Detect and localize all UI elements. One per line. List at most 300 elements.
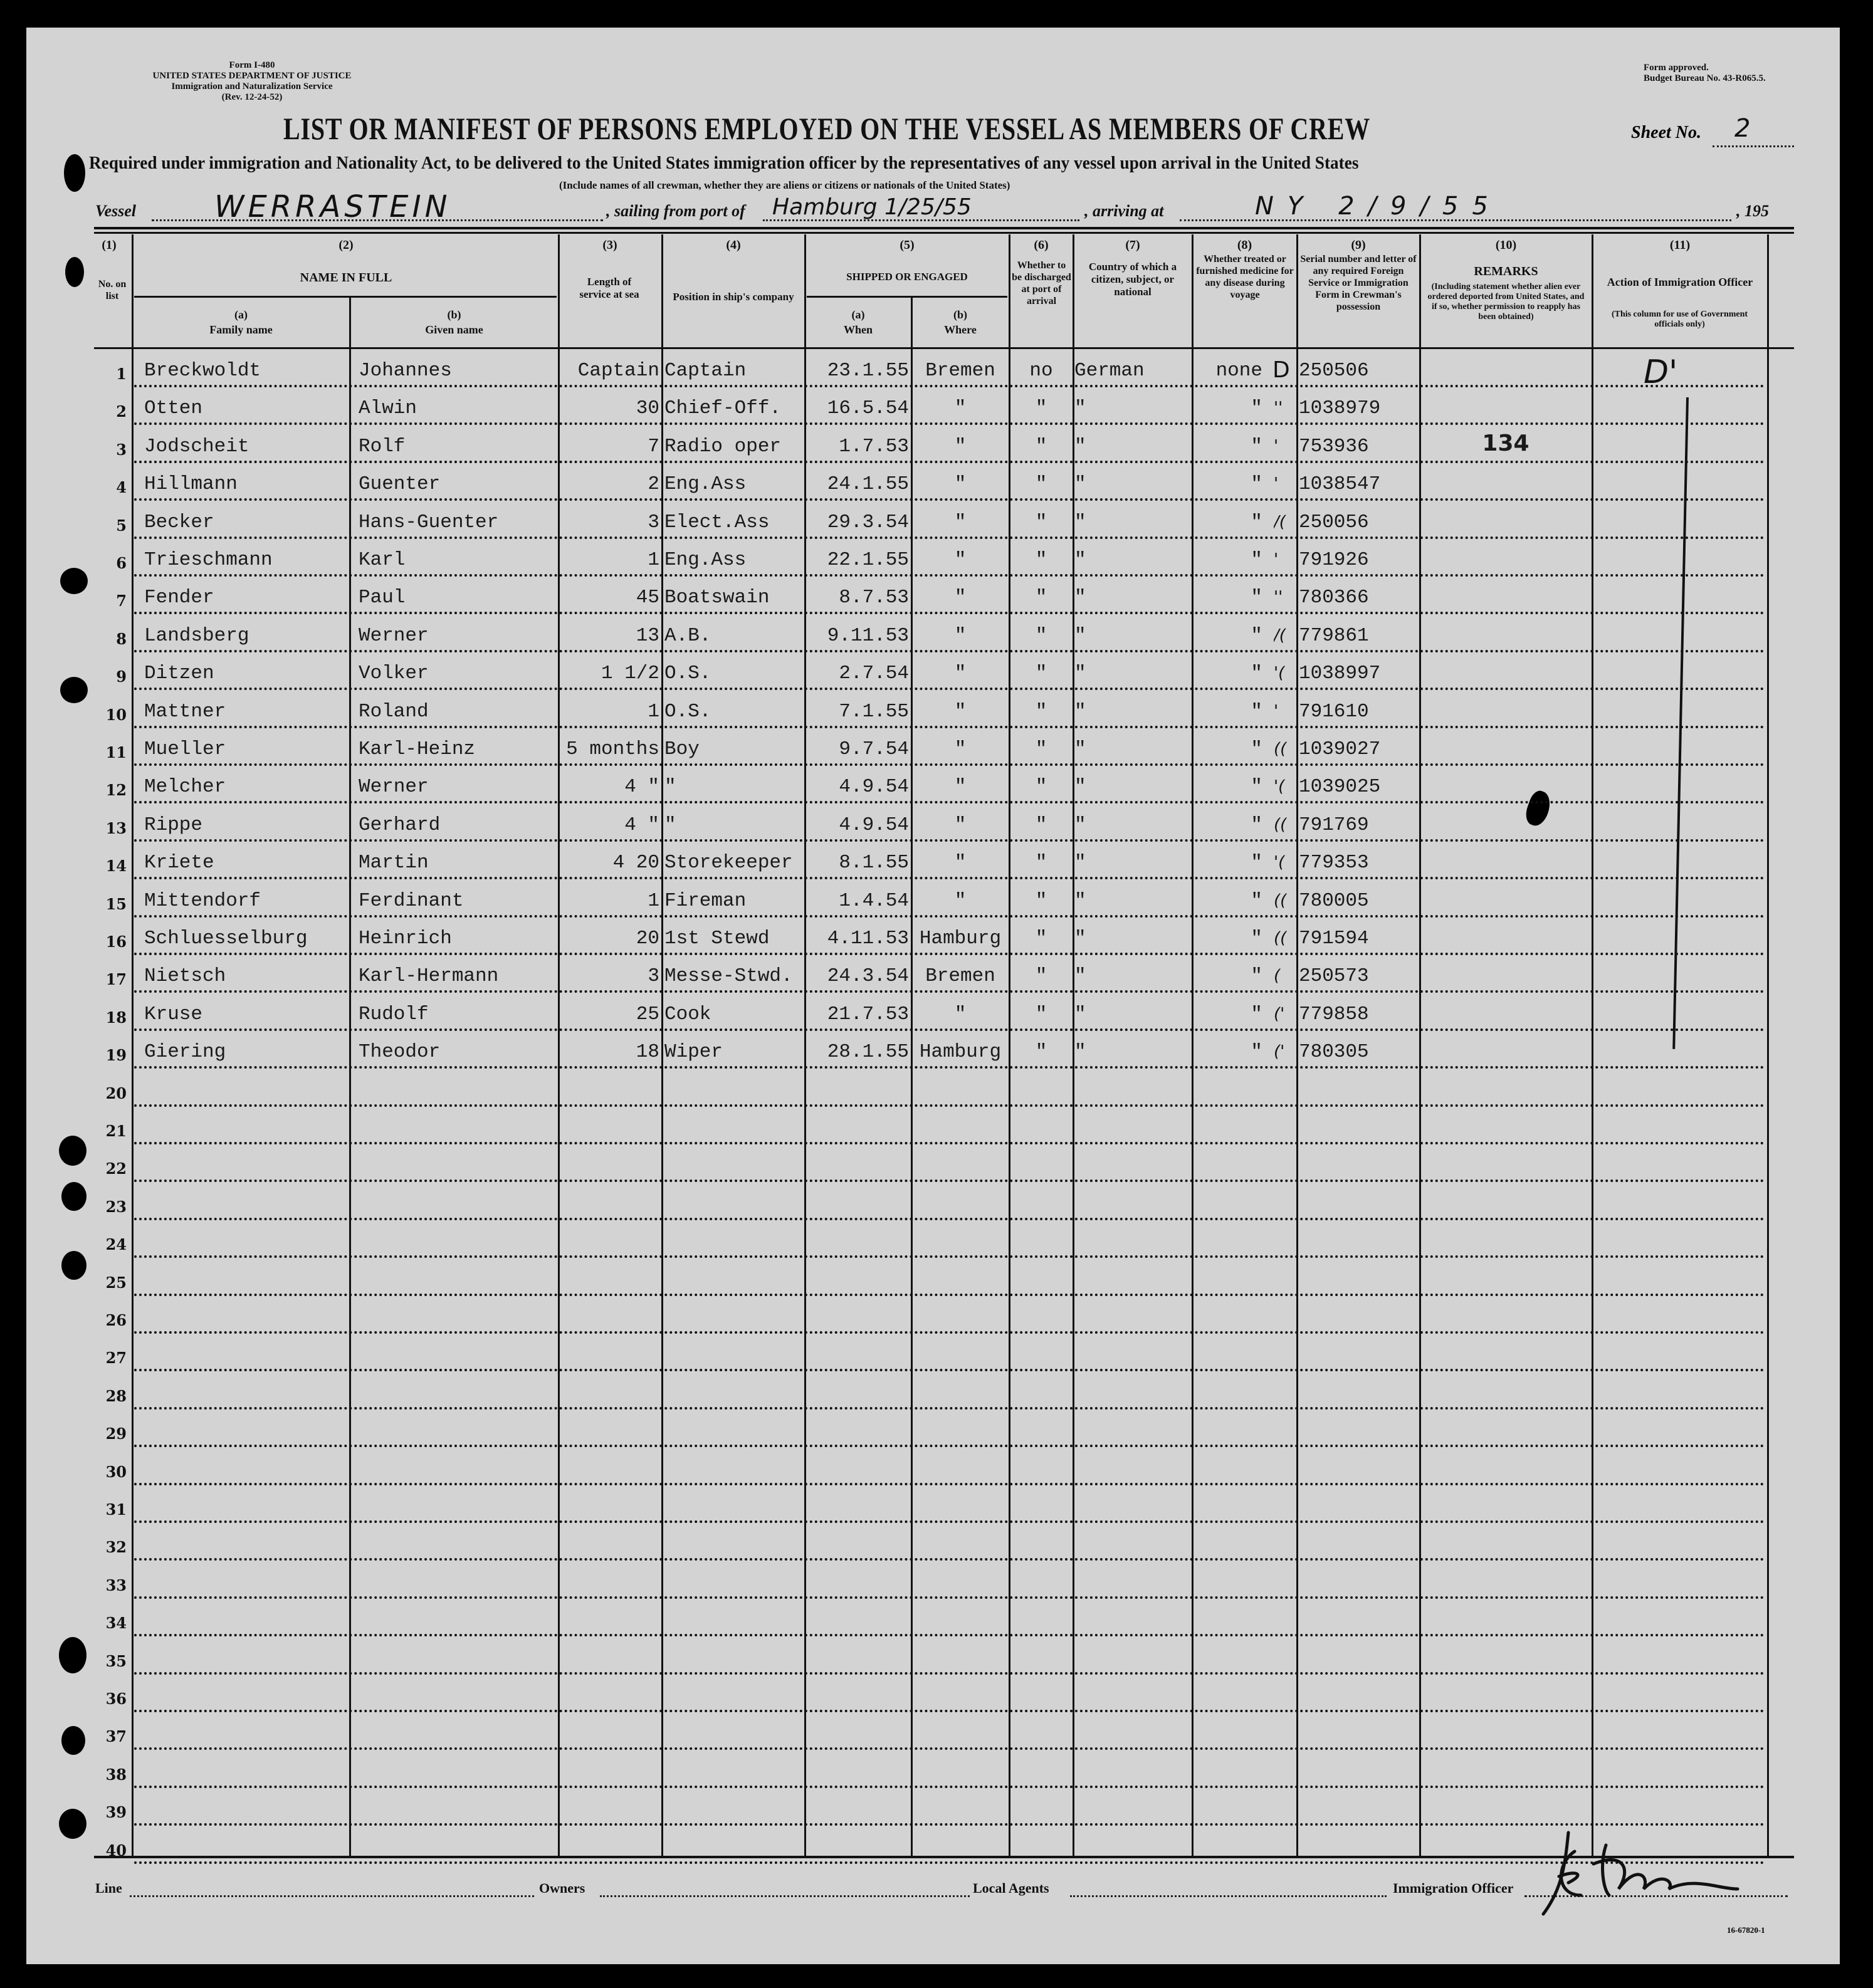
shipped-when: 23.1.55 <box>827 360 909 382</box>
country-citizenship: " <box>1074 738 1086 760</box>
country-citizenship: " <box>1074 397 1086 420</box>
position: Fireman <box>664 889 747 912</box>
position: Eng.Ass <box>664 473 747 496</box>
row-separator <box>134 990 1765 993</box>
row-separator <box>134 612 1765 614</box>
local-agents-field <box>1070 1895 1387 1897</box>
discharge-at-port: " <box>1035 473 1047 496</box>
medicine-treated: " <box>1251 662 1262 685</box>
position: Storekeeper <box>664 852 793 874</box>
position: 1st Stewd <box>664 928 770 950</box>
serial-number: 779353 <box>1299 852 1369 874</box>
length-of-service: Captain <box>577 360 659 382</box>
col-5a-label: When <box>843 323 873 336</box>
row-separator <box>134 1028 1765 1031</box>
family-name: Kruse <box>144 1003 203 1025</box>
length-of-service: 25 <box>636 1003 659 1025</box>
medicine-treated: " <box>1251 852 1262 874</box>
row-separator <box>134 1294 1765 1296</box>
shipped-when: 4.11.53 <box>827 928 909 950</box>
medicine-tick-mark: /( <box>1274 625 1286 645</box>
serial-number: 780366 <box>1299 587 1369 609</box>
country-citizenship: " <box>1074 852 1086 874</box>
col-2-number: (2) <box>338 238 354 252</box>
length-of-service: 30 <box>636 397 659 420</box>
given-name: Rudolf <box>359 1003 429 1025</box>
row-number: 19 <box>105 1046 127 1065</box>
row-separator <box>134 726 1765 728</box>
line-label: Line <box>95 1880 122 1896</box>
given-name: Heinrich <box>359 928 452 950</box>
row-number: 36 <box>105 1690 127 1708</box>
row-separator <box>134 1558 1765 1561</box>
col-2b-label: Given name <box>425 323 483 336</box>
row-separator <box>134 650 1765 652</box>
family-name: Landsberg <box>144 624 249 647</box>
shipped-when: 4.9.54 <box>839 776 909 798</box>
country-citizenship: " <box>1074 1041 1086 1064</box>
arriving-label: , arriving at <box>1084 202 1164 220</box>
row-separator <box>134 1407 1765 1410</box>
given-name: Karl <box>359 549 406 571</box>
row-number: 37 <box>105 1727 127 1746</box>
row-number: 22 <box>105 1159 127 1178</box>
position: Messe-Stwd. <box>664 965 793 988</box>
family-name: Kriete <box>144 852 214 874</box>
approval-block <box>1644 63 1766 84</box>
discharge-at-port: " <box>1035 549 1047 571</box>
row-separator <box>134 953 1765 955</box>
col-4-label: Position in ship's company <box>673 291 794 303</box>
col-1-number: (1) <box>102 238 117 252</box>
row-separator <box>134 1104 1765 1107</box>
officer-action-initials: D' <box>1644 353 1678 391</box>
col-3-number: (3) <box>602 238 617 252</box>
shipped-where: " <box>954 1003 967 1025</box>
medicine-tick-mark: (( <box>1274 815 1287 834</box>
col-7-label: Country of which a citizen, subject, or national <box>1088 261 1177 298</box>
medicine-initial-mark: D <box>1272 357 1290 383</box>
shipped-where: " <box>954 435 967 458</box>
shipped-where: " <box>954 700 967 723</box>
shipped-where: " <box>954 511 967 533</box>
punch-hole <box>65 257 84 287</box>
shipped-where: " <box>954 587 967 609</box>
family-name: Jodscheit <box>144 435 249 458</box>
row-number: 25 <box>105 1273 127 1292</box>
shipped-where: " <box>954 624 967 647</box>
shipped-where: " <box>954 397 967 420</box>
shipped-when: 22.1.55 <box>827 549 909 571</box>
agency-name: UNITED STATES DEPARTMENT OF JUSTICE <box>152 71 352 81</box>
shipped-when: 9.7.54 <box>839 738 909 760</box>
row-separator <box>134 1218 1765 1220</box>
family-name: Fender <box>144 587 214 609</box>
row-separator <box>134 422 1765 425</box>
row-separator <box>134 1520 1765 1523</box>
discharge-at-port: " <box>1035 852 1047 874</box>
line-field <box>130 1895 534 1897</box>
vessel-name: WERRASTEIN <box>214 189 451 224</box>
medicine-tick-mark: (( <box>1274 740 1287 758</box>
medicine-tick-mark: ( <box>1274 966 1281 986</box>
serial-number: 779861 <box>1299 624 1369 647</box>
serial-number: 791769 <box>1299 814 1369 836</box>
row-number: 9 <box>116 667 127 686</box>
serial-number: 779858 <box>1299 1003 1369 1025</box>
length-of-service: 4 " <box>624 814 659 836</box>
punch-hole <box>59 1809 87 1839</box>
requirement-text: Required under immigration and Nationality Act, to be delivered to the United States immigration officer by the representatives of any vessel upon arrival in the United States <box>89 153 1359 173</box>
shipped-when: 8.7.53 <box>839 587 909 609</box>
length-of-service: 18 <box>636 1041 659 1064</box>
sailing-label: , sailing from port of <box>606 202 745 220</box>
row-number: 10 <box>105 705 127 724</box>
row-separator <box>134 1747 1765 1750</box>
medicine-treated: " <box>1251 511 1262 533</box>
serial-number: 1038547 <box>1299 473 1381 496</box>
shipped-where: Bremen <box>925 360 995 382</box>
medicine-treated: " <box>1251 965 1262 988</box>
subcolumn-divider <box>349 297 351 1856</box>
medicine-treated: " <box>1251 776 1262 798</box>
country-citizenship: " <box>1074 473 1086 496</box>
include-note: (Include names of all crewman, whether they are aliens or citizens or nationals of the United States) <box>559 179 1010 191</box>
country-citizenship: " <box>1074 624 1086 647</box>
given-name: Guenter <box>359 473 441 496</box>
row-number: 1 <box>116 365 127 383</box>
row-number: 40 <box>105 1841 127 1860</box>
row-number: 16 <box>105 933 127 951</box>
length-of-service: 1 1/2 <box>601 662 659 685</box>
length-of-service: 3 <box>648 965 659 988</box>
length-of-service: 13 <box>636 624 659 647</box>
col-2b-sub: (b) <box>447 308 461 321</box>
row-separator <box>134 1255 1765 1258</box>
given-name: Paul <box>359 587 406 609</box>
shipped-where: " <box>954 852 967 874</box>
country-citizenship: " <box>1074 776 1086 798</box>
column-divider <box>1767 234 1769 1856</box>
medicine-tick-mark: /( <box>1274 512 1286 531</box>
discharge-at-port: " <box>1035 814 1047 836</box>
family-name: Nietsch <box>144 965 226 988</box>
col-2a-sub: (a) <box>234 308 248 321</box>
sailing-port-date: Hamburg 1/25/55 <box>772 194 972 220</box>
punch-hole <box>60 677 88 703</box>
row-separator <box>134 1142 1765 1144</box>
row-separator <box>134 1823 1765 1826</box>
row-separator <box>134 1369 1765 1371</box>
row-number: 4 <box>116 478 127 497</box>
serial-number: 780305 <box>1299 1041 1369 1064</box>
medicine-tick-mark: (( <box>1274 929 1287 948</box>
row-number: 35 <box>105 1651 127 1670</box>
medicine-treated: " <box>1251 814 1262 836</box>
position: Boatswain <box>664 587 770 609</box>
col-10-number: (10) <box>1495 238 1517 252</box>
family-name: Melcher <box>144 776 226 798</box>
medicine-tick-mark: '' <box>1274 588 1283 607</box>
medicine-tick-mark: ' <box>1274 550 1279 569</box>
country-citizenship: " <box>1074 889 1086 912</box>
length-of-service: 7 <box>648 435 659 458</box>
column-divider <box>1296 234 1298 1856</box>
col-9-label: Serial number and letter of any required Foreign Service or Immigration Form in Crewman's possession <box>1300 254 1417 312</box>
punch-hole <box>64 154 85 192</box>
family-name: Mattner <box>144 700 226 723</box>
shipped-when: 24.3.54 <box>827 965 909 988</box>
row-separator <box>134 839 1765 842</box>
local-agents-label: Local Agents <box>973 1880 1049 1896</box>
page-title: LIST OR MANIFEST OF PERSONS EMPLOYED ON THE VESSEL AS MEMBERS OF CREW <box>283 111 1371 146</box>
col-1-label: No. on list <box>98 279 127 301</box>
shipped-when: 8.1.55 <box>839 852 909 874</box>
row-number: 7 <box>116 592 127 610</box>
family-name: Breckwoldt <box>144 360 261 382</box>
officer-action-bracket-line <box>1672 397 1689 1049</box>
discharge-at-port: " <box>1035 1003 1047 1025</box>
col-9-number: (9) <box>1351 238 1366 252</box>
row-number: 30 <box>105 1462 127 1481</box>
length-of-service: 4 " <box>624 776 659 798</box>
name-subheader-rule <box>134 296 557 298</box>
given-name: Karl-Heinz <box>359 738 476 760</box>
country-citizenship: " <box>1074 700 1086 723</box>
shipped-where: " <box>954 662 967 685</box>
medicine-treated: " <box>1251 473 1262 496</box>
serial-number: 1038979 <box>1299 397 1381 420</box>
shipped-where: " <box>954 473 967 496</box>
serial-number: 791594 <box>1299 928 1369 950</box>
shipped-when: 29.3.54 <box>827 511 909 533</box>
position: Eng.Ass <box>664 549 747 571</box>
form-number: Form I-480 <box>229 60 275 70</box>
serial-number: 250573 <box>1299 965 1369 988</box>
shipped-where: " <box>954 889 967 912</box>
medicine-treated: " <box>1251 587 1262 609</box>
position: Captain <box>664 360 747 382</box>
serial-number: 791926 <box>1299 549 1369 571</box>
col-8-label: Whether treated or furnished medicine for any disease during voyage <box>1196 254 1294 300</box>
serial-number: 791610 <box>1299 700 1369 723</box>
col-2-label: NAME IN FULL <box>300 271 392 285</box>
discharge-at-port: " <box>1035 889 1047 912</box>
row-number: 17 <box>105 970 127 989</box>
shipped-when: 16.5.54 <box>827 397 909 420</box>
column-divider <box>661 234 663 1856</box>
immigration-officer-label: Immigration Officer <box>1393 1880 1514 1896</box>
discharge-at-port: " <box>1035 435 1047 458</box>
medicine-treated: " <box>1251 700 1262 723</box>
family-name: Ditzen <box>144 662 214 685</box>
row-number: 31 <box>105 1500 127 1519</box>
medicine-treated: " <box>1251 549 1262 571</box>
col-5-label: SHIPPED OR ENGAGED <box>846 271 968 283</box>
col-2a-label: Family name <box>209 323 273 336</box>
medicine-tick-mark: (' <box>1274 1042 1285 1062</box>
position: Chief-Off. <box>664 397 782 420</box>
row-separator <box>134 1786 1765 1788</box>
given-name: Gerhard <box>359 814 441 836</box>
row-separator <box>134 1596 1765 1599</box>
row-number: 6 <box>116 554 127 572</box>
discharge-at-port: " <box>1035 776 1047 798</box>
row-separator <box>134 915 1765 918</box>
country-citizenship: " <box>1074 814 1086 836</box>
row-number: 38 <box>105 1765 127 1784</box>
col-6-number: (6) <box>1034 238 1049 252</box>
row-number: 13 <box>105 819 127 837</box>
discharge-at-port: no <box>1029 360 1053 382</box>
shipped-where: " <box>954 549 967 571</box>
medicine-tick-mark: ' <box>1274 701 1279 721</box>
medicine-tick-mark: '' <box>1274 399 1283 418</box>
length-of-service: 5 months <box>566 738 659 760</box>
position: A.B. <box>664 624 711 647</box>
family-name: Mueller <box>144 738 226 760</box>
length-of-service: 3 <box>648 511 659 533</box>
position: " <box>664 776 676 798</box>
country-citizenship: " <box>1074 965 1086 988</box>
serial-number: 250506 <box>1299 360 1369 382</box>
row-separator <box>134 574 1765 577</box>
medicine-treated: none <box>1215 360 1262 382</box>
position: " <box>664 814 676 836</box>
row-number: 29 <box>105 1425 127 1443</box>
row-number: 2 <box>116 402 127 421</box>
shipped-where: Hamburg <box>919 928 1002 950</box>
discharge-at-port: " <box>1035 700 1047 723</box>
row-number: 39 <box>105 1803 127 1822</box>
family-name: Otten <box>144 397 203 420</box>
agency-block <box>89 60 415 103</box>
row-number: 27 <box>105 1349 127 1368</box>
col-11-note: (This column for use of Government officials only) <box>1611 310 1748 329</box>
given-name: Rolf <box>359 435 406 458</box>
country-citizenship: " <box>1074 662 1086 685</box>
length-of-service: 1 <box>648 549 659 571</box>
family-name: Mittendorf <box>144 889 261 912</box>
row-number: 3 <box>116 440 127 459</box>
row-number: 26 <box>105 1311 127 1329</box>
column-divider <box>132 234 134 1856</box>
discharge-at-port: " <box>1035 965 1047 988</box>
shipped-when: 28.1.55 <box>827 1041 909 1064</box>
row-separator <box>134 536 1765 539</box>
position: Elect.Ass <box>664 511 770 533</box>
col-5b-label: Where <box>944 323 977 336</box>
discharge-at-port: " <box>1035 624 1047 647</box>
row-separator <box>134 461 1765 463</box>
row-number: 32 <box>105 1538 127 1557</box>
shipped-when: 21.7.53 <box>827 1003 909 1025</box>
row-separator <box>134 763 1765 766</box>
position: Boy <box>664 738 700 760</box>
row-separator <box>134 1710 1765 1712</box>
revision-date: (Rev. 12-24-52) <box>221 92 283 102</box>
row-number: 23 <box>105 1197 127 1216</box>
given-name: Ferdinant <box>359 889 464 912</box>
budget-bureau-number: Budget Bureau No. 43-R065.5. <box>1644 73 1766 83</box>
position: Radio oper <box>664 435 782 458</box>
row-number: 20 <box>105 1084 127 1102</box>
punch-hole <box>59 1136 87 1166</box>
given-name: Martin <box>359 852 429 874</box>
medicine-tick-mark: (' <box>1274 1004 1285 1023</box>
row-separator <box>134 1634 1765 1636</box>
country-citizenship: " <box>1074 587 1086 609</box>
row-separator <box>134 385 1765 387</box>
medicine-treated: " <box>1251 1003 1262 1025</box>
medicine-treated: " <box>1251 889 1262 912</box>
position: O.S. <box>664 700 711 723</box>
shipped-when: 24.1.55 <box>827 473 909 496</box>
length-of-service: 1 <box>648 889 659 912</box>
print-code: 16-67820-1 <box>1727 1925 1765 1935</box>
owners-field <box>600 1895 970 1897</box>
serial-number: 250056 <box>1299 511 1369 533</box>
row-separator <box>134 1445 1765 1447</box>
col-10-label: REMARKS <box>1474 264 1538 278</box>
length-of-service: 1 <box>648 700 659 723</box>
discharge-at-port: " <box>1035 738 1047 760</box>
serial-number: 780005 <box>1299 889 1369 912</box>
row-separator <box>134 688 1765 690</box>
discharge-at-port: " <box>1035 587 1047 609</box>
length-of-service: 4 20 <box>612 852 659 874</box>
country-citizenship: " <box>1074 928 1086 950</box>
given-name: Theodor <box>359 1041 441 1064</box>
col-4-number: (4) <box>726 238 741 252</box>
row-number: 5 <box>116 516 127 535</box>
vessel-label: Vessel <box>95 202 136 220</box>
form-approved: Form approved. <box>1644 63 1709 73</box>
medicine-treated: " <box>1251 435 1262 458</box>
row-number: 18 <box>105 1008 127 1027</box>
manifest-page <box>26 28 1840 1964</box>
shipped-when: 7.1.55 <box>839 700 909 723</box>
given-name: Volker <box>359 662 429 685</box>
col-3-label: Length of service at sea <box>579 276 639 300</box>
row-number: 11 <box>105 743 127 761</box>
col-7-number: (7) <box>1125 238 1140 252</box>
column-divider <box>558 234 560 1856</box>
length-of-service: 45 <box>636 587 659 609</box>
medicine-treated: " <box>1251 738 1262 760</box>
col-5-number: (5) <box>900 238 915 252</box>
family-name: Trieschmann <box>144 549 273 571</box>
shipped-where: " <box>954 814 967 836</box>
medicine-tick-mark: ' <box>1274 436 1279 456</box>
given-name: Hans-Guenter <box>359 511 499 533</box>
country-citizenship: " <box>1074 1003 1086 1025</box>
position: O.S. <box>664 662 711 685</box>
family-name: Giering <box>144 1041 226 1064</box>
given-name: Karl-Hermann <box>359 965 499 988</box>
given-name: Roland <box>359 700 429 723</box>
column-divider <box>1419 234 1421 1856</box>
row-number: 12 <box>105 781 127 800</box>
row-number: 34 <box>105 1614 127 1633</box>
country-citizenship: " <box>1074 511 1086 533</box>
medicine-treated: " <box>1251 624 1262 647</box>
country-citizenship: " <box>1074 549 1086 571</box>
punch-hole <box>60 568 88 594</box>
arriving-port-date: NY 2/9/55 <box>1255 192 1502 221</box>
discharge-at-port: " <box>1035 662 1047 685</box>
given-name: Werner <box>359 776 429 798</box>
